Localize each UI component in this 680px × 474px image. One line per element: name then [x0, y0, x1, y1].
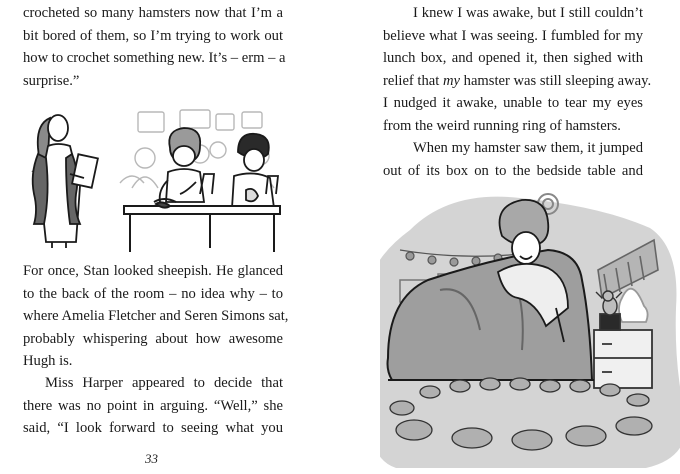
text-line: where Amelia Fletcher and Seren Simons sat, [23, 308, 289, 324]
text-line: said, “I look forward to seeing what you [23, 420, 283, 436]
right-paragraph-1 [383, 2, 652, 137]
page-number: 33 [145, 451, 158, 466]
text-line: there was no point in arguing. “Well,” she [23, 397, 283, 414]
text-line: Miss Harper appeared to decide that [45, 375, 283, 391]
text-line: believe what I was seeing. I fumbled for my [383, 27, 643, 44]
left-top-paragraph [23, 2, 286, 92]
text-line-with-emphasis [383, 70, 652, 93]
text-line: When my hamster saw them, it jumped [413, 140, 643, 156]
text-line: For once, Stan looked sheepish. He glanced [23, 263, 283, 279]
text-line: surprise.” [23, 72, 80, 89]
bedroom-hamsters-illustration [380, 190, 680, 474]
emphasized-word: my [442, 72, 460, 89]
right-page [340, 0, 680, 474]
text-line: from the weird running ring of hamsters. [383, 117, 621, 134]
right-paragraph-2 [383, 137, 643, 182]
boy-figure [232, 134, 274, 208]
text-before: relief that [383, 72, 443, 89]
text-line: out of its box on to the bedside table and [383, 162, 643, 179]
text-line: lunch box, and opened it, then sighed with [383, 50, 643, 66]
text-line: how to crochet something new. It’s – erm – a [23, 50, 286, 66]
text-line: I nudged it awake, unable to tear my eyes [383, 95, 643, 111]
text-line: Hugh is. [23, 353, 73, 369]
text-after: hamster was still sleeping away. [460, 72, 652, 89]
desk [124, 199, 280, 252]
text-line: probably whispering about how awesome [23, 330, 283, 347]
classroom-illustration [20, 98, 290, 253]
girl-figure [160, 128, 204, 202]
text-line: to the back of the room – no idea why – to [23, 285, 283, 302]
text-line: crocheted so many hamsters now that I’m a [23, 5, 283, 21]
teacher-figure [33, 115, 98, 248]
text-line: I knew I was awake, but I still couldn’t [413, 5, 643, 21]
left-middle-paragraph [23, 260, 289, 373]
left-bottom-paragraph [23, 372, 283, 440]
text-line: bit bored of them, so I’m trying to work out [23, 27, 283, 44]
